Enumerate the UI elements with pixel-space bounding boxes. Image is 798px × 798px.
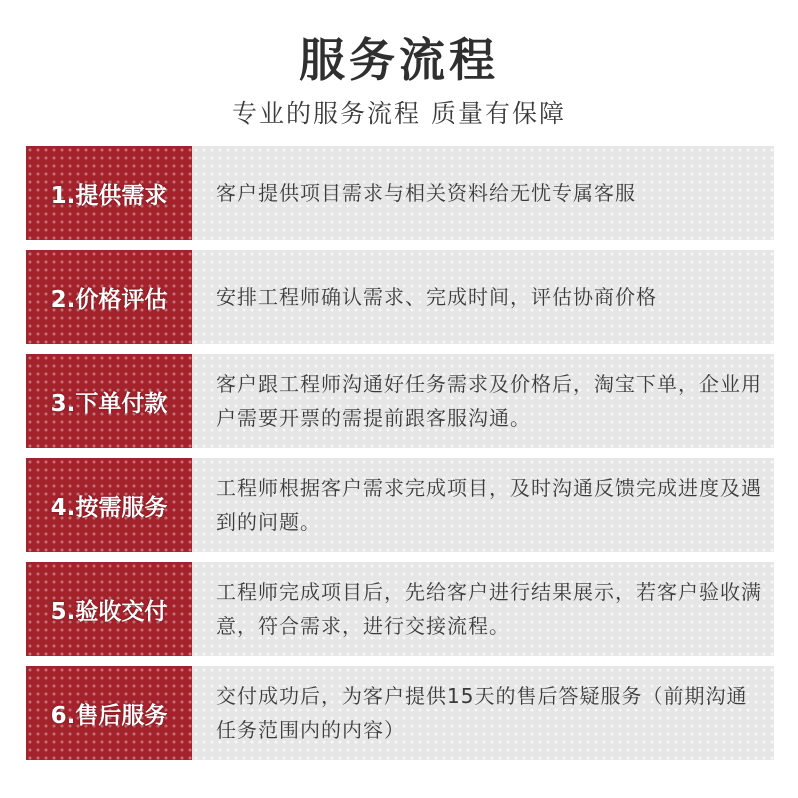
step-desc-4: 工程师根据客户需求完成项目，及时沟通反馈完成进度及遇到的问题。 [192,458,774,552]
step-row-1 [26,146,774,240]
step-desc-3: 客户跟工程师沟通好任务需求及价格后，淘宝下单，企业用户需要开票的需提前跟客服沟通。 [192,354,774,448]
step-desc-6: 交付成功后，为客户提供15天的售后答疑服务（前期沟通任务范围内的内容） [192,666,774,760]
step-desc-2: 安排工程师确认需求、完成时间，评估协商价格 [192,250,774,344]
step-label-1: 1.提供需求 [26,146,192,240]
step-label-2: 2.价格评估 [26,250,192,344]
step-label-6: 6.售后服务 [26,666,192,760]
step-label-5: 5.验收交付 [26,562,192,656]
step-desc-5: 工程师完成项目后，先给客户进行结果展示，若客户验收满意，符合需求，进行交接流程。 [192,562,774,656]
step-row-5 [26,562,774,656]
step-label-4: 4.按需服务 [26,458,192,552]
page-title: 服务流程 [299,33,499,87]
step-row-2 [26,250,774,344]
step-row-6 [26,666,774,760]
step-row-4 [26,458,774,552]
step-label-3: 3.下单付款 [26,354,192,448]
step-row-3 [26,354,774,448]
page-subtitle: 专业的服务流程 质量有保障 [232,99,566,128]
step-desc-1: 客户提供项目需求与相关资料给无忧专属客服 [192,146,774,240]
